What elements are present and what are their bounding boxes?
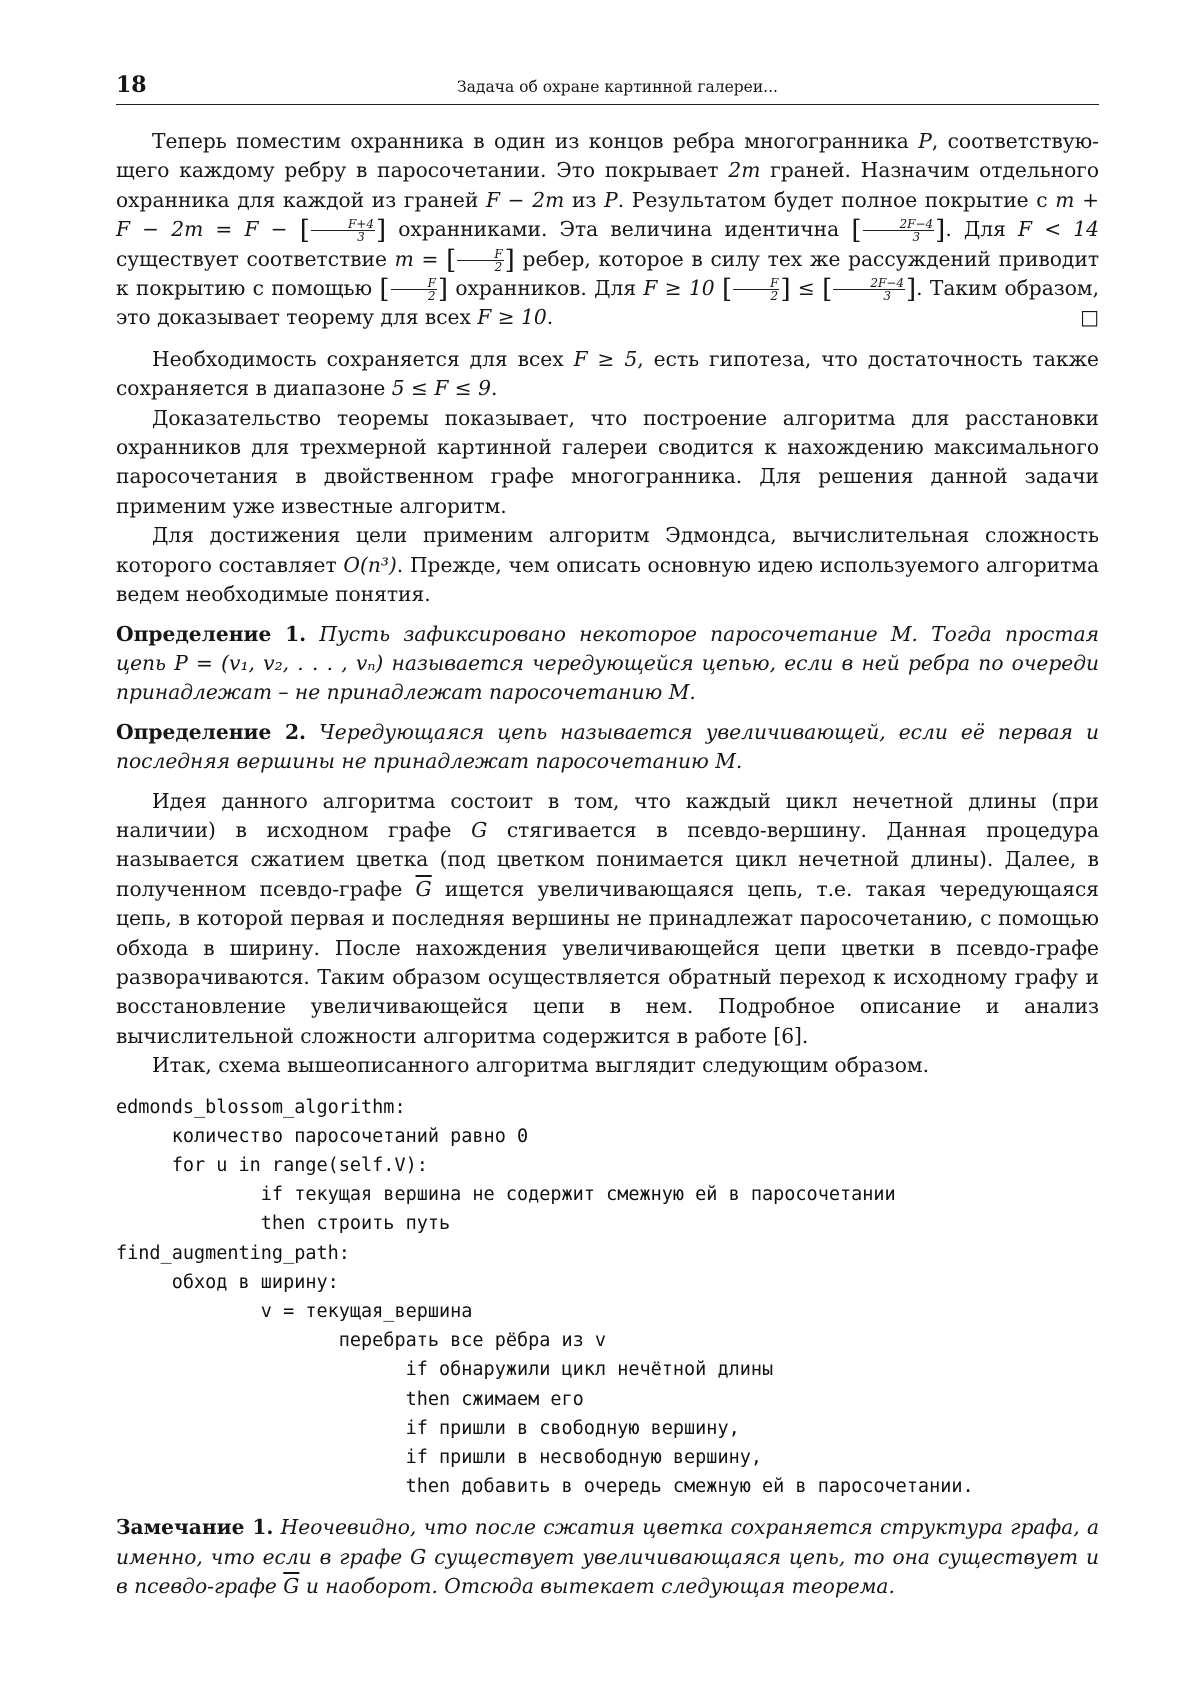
fraction: $\frac{F}{2}$ <box>733 277 779 302</box>
page-number: 18 <box>116 72 147 98</box>
paragraph-scheme-intro: Итак, схема вышеописанного алгоритма выглядит следующим образом. <box>152 1053 930 1078</box>
pseudocode-block <box>116 1093 1099 1502</box>
code-line: then строить путь <box>116 1213 451 1235</box>
code-line: if текущая вершина не содержит смежную ей в паросочетании <box>116 1184 896 1206</box>
code-line: find_augmenting_path: <box>116 1242 350 1264</box>
paragraph-edmonds: Для достижения цели применим алгоритм Эдмондса, вычислительная сложность которого составляет O(n³). Прежде, чем описать основную идею используемого алгоритма ведем необходимые понятия. <box>116 523 1100 607</box>
code-line: for u in range(self.V): <box>116 1155 428 1176</box>
paragraph-algorithm-idea: Идея данного алгоритма состоит в том, что каждый цикл нечетной длины (при наличии) в исходном графе G стягивается в псевдо-вершину. Данная процедура называется сжатием цветка (под цветком понимается цикл нечетной длины). Далее, в полученном псевдо-графе $\overline{G}$ ищется увеличивающаяся цепь, т.е. такая чередующаяся цепь, в которой первая и последняя вершины не принадлежат паросочетанию, с помощью обхода в ширину. После нахождения увеличивающейся цепи цветки в псевдо-графе разворачиваются. Таким образом осуществляется обратный переход к исходному графу и восстановление увеличивающейся цепи в нем. Подробное описание и анализ вычислительной сложности алгоритма содержится в работе [6]. <box>116 788 1100 1048</box>
code-line: if обнаружили цикл нечётной длины <box>116 1359 774 1381</box>
code-line: if пришли в свободную вершину, <box>116 1417 740 1439</box>
page-header <box>116 70 1099 105</box>
qed-symbol: □ <box>1080 305 1099 330</box>
article-body <box>116 127 1099 1602</box>
code-line: v = текущая_вершина <box>116 1301 473 1323</box>
paragraph-necessity: Необходимость сохраняется для всех F ≥ 5, есть гипотеза, что достаточность также сохраняется в диапазоне 5 ≤ F ≤ 9. <box>116 346 1099 401</box>
code-line: перебрать все рёбра из v <box>116 1330 607 1352</box>
code-line: обход в ширину: <box>116 1271 339 1293</box>
paragraph-proof-remark: Доказательство теоремы показывает, что построение алгоритма для расстановки охранников для трехмерной картинной галереи сводится к нахождению максимального паросочетания в двойственном графе многогранника. Для решения данной задачи применим уже известные алгоритм. <box>116 405 1099 518</box>
page <box>116 70 1099 105</box>
fraction: $\frac{F}{2}$ <box>391 277 437 302</box>
code-line: then добавить в очередь смежную ей в паросочетании. <box>116 1476 974 1498</box>
code-line: then сжимаем его <box>116 1388 584 1410</box>
code-line: if пришли в несвободную вершину, <box>116 1447 763 1469</box>
definition-2: Определение 2. Чередующаяся цепь называется увеличивающей, если её первая и последняя вершины не принадлежат паросочетанию M. <box>116 719 1099 774</box>
code-line: edmonds_blossom_algorithm: <box>116 1096 406 1118</box>
remark-1: Замечание 1. Неочевидно, что после сжатия цветка сохраняется структура графа, а именно, что если в графе G существует увеличивающаяся цепь, то она существует и в псевдо-графе $\overline{G}$ и наоборот. Отсюда вытекает следующая теорема. <box>116 1515 1099 1599</box>
fraction: $\frac{2F-4}{3}$ <box>863 218 935 243</box>
code-line: количество паросочетаний равно 0 <box>116 1125 529 1147</box>
paragraph-proof-end: Теперь поместим охранника в один из концов ребра многогранника P, соответствую- щего каждому ребру в паросочетании. Это покрывает 2m граней. Назначим отдельного охранника для каждой из граней F − 2m из P. Результатом будет полное покрытие с m + F − 2m = F − [ $\frac{F+4}{3}$ ] охранниками. Эта величина идентична [ $\frac{2F-4}{3}$ ]. Для F < 14 существует соответствие m = [ $\frac{F}{2}$ ] ребер, которое в силу тех же рассуждений приводит к покрытию с помощью [ $\frac{F}{2}$ ] охранников. Для F ≥ 10 [ $\frac{F}{2}$ ] ≤ [ $\frac{2F-4}{3}$ ]. Таким образом, это доказывает теорему для всех F ≥ 10. □ <box>116 127 1099 333</box>
running-title: Задача об охране картинной галереи... <box>457 78 778 96</box>
fraction: $\frac{F+4}{3}$ <box>311 218 375 243</box>
fraction: $\frac{F}{2}$ <box>457 248 503 273</box>
fraction: $\frac{2F-4}{3}$ <box>833 277 905 302</box>
definition-1: Определение 1. Пусть зафиксировано некоторое паросочетание M. Тогда простая цепь P = (v₁, v₂, . . . , vₙ) называется чередующейся цепью, если в ней ребра по очереди принадлежат – не принадлежат паросочетанию M. <box>116 621 1100 705</box>
